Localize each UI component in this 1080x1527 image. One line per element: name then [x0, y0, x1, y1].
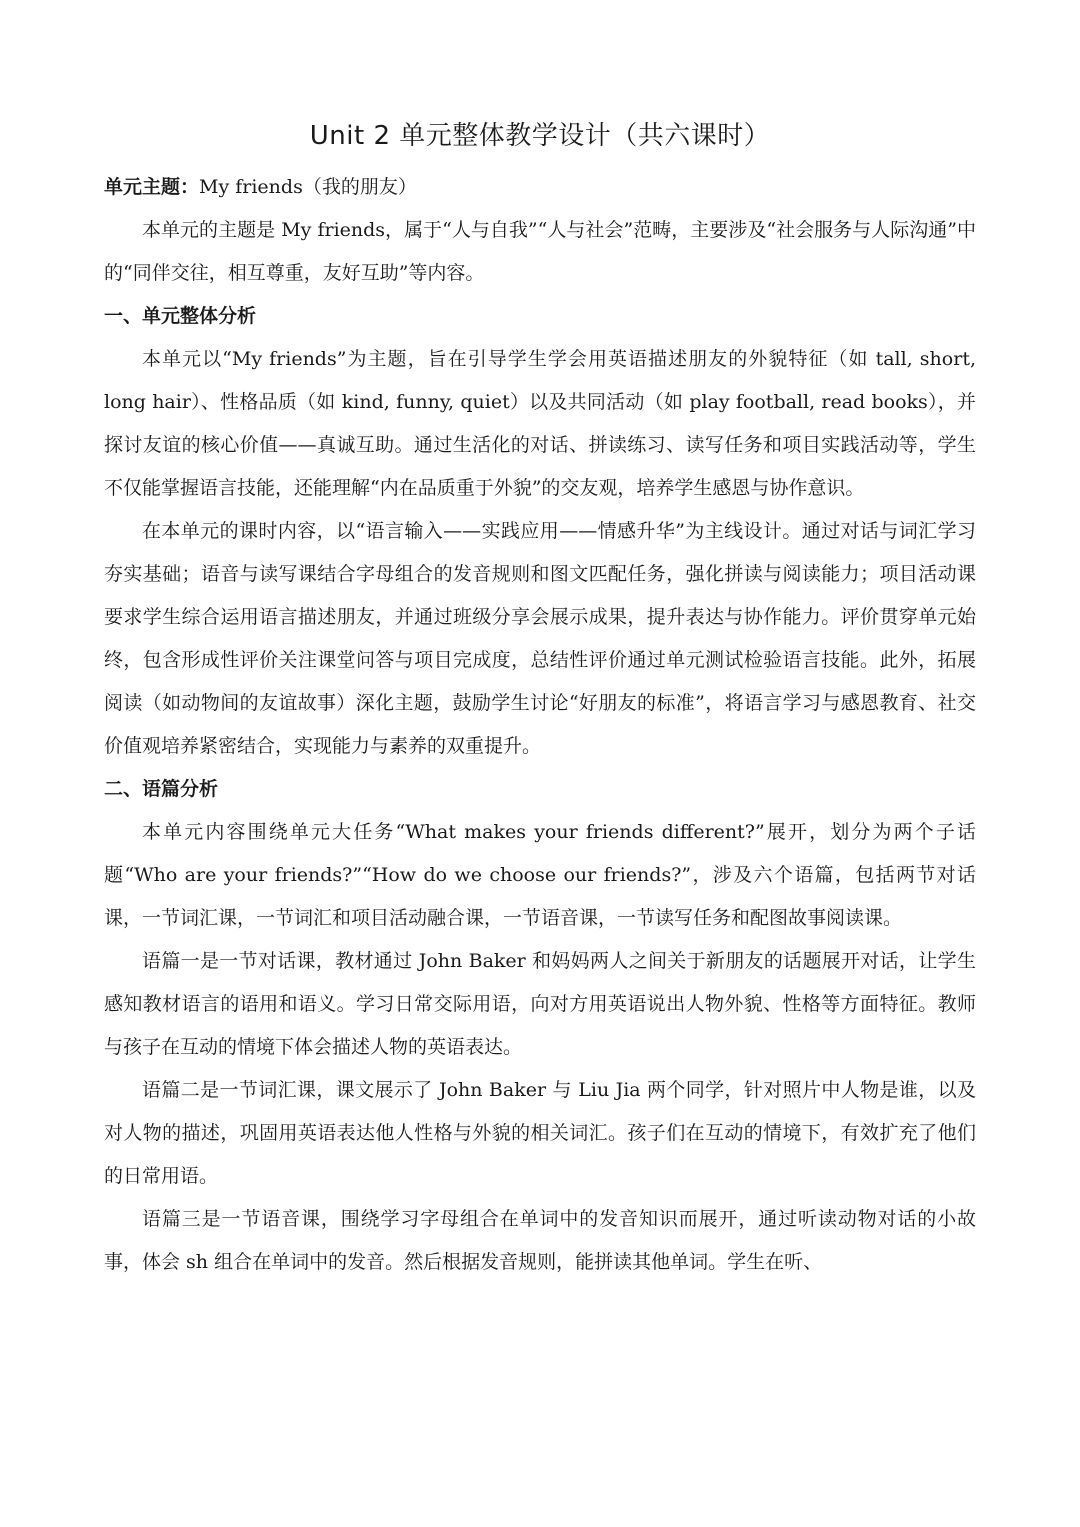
section-heading-unit-analysis: 一、单元整体分析 — [104, 305, 257, 327]
unit-topic-value: My friends（我的朋友） — [199, 176, 417, 198]
section-heading-text-analysis: 二、语篇分析 — [104, 778, 219, 800]
paragraph: 在本单元的课时内容，以“语言输入——实践应用——情感升华”为主线设计。通过对话与词汇学习夯实基础；语音与读写课结合字母组合的发音规则和图文匹配任务，强化拼读与阅读能力；项目活动课要求学生综合运用语言描述朋友，并通过班级分享会展示成果，提升表达与协作能力。评价贯穿单元始终，包含形成性评价关注课堂问答与项目完成度，总结性评价通过单元测试检验语言技能。此外，拓展阅读（如动物间的友谊故事）深化主题，鼓励学生讨论“好朋友的标准”，将语言学习与感恩教育、社交价值观培养紧密结合，实现能力与素养的双重提升。 — [104, 520, 976, 757]
paragraph: 语篇二是一节词汇课，课文展示了 John Baker 与 Liu Jia 两个同学，针对照片中人物是谁，以及对人物的描述，巩固用英语表达他人性格与外貌的相关词汇。孩子们在互动的情境下，有效扩充了他们的日常用语。 — [104, 1079, 976, 1187]
unit-topic — [104, 166, 976, 209]
paragraph: 本单元以“My friends”为主题，旨在引导学生学会用英语描述朋友的外貌特征（如 tall, short, long hair）、性格品质（如 kind, funny, quiet）以及共同活动（如 play football, read books），并探讨友谊的核心价值——真诚互助。通过生活化的对话、拼读练习、读写任务和项目实践活动等，学生不仅能掌握语言技能，还能理解“内在品质重于外貌”的交友观，培养学生感恩与协作意识。 — [104, 348, 976, 499]
paragraph: 本单元内容围绕单元大任务“What makes your friends different?”展开，划分为两个子话题“Who are your friends?”“How do we choose our friends?”，涉及六个语篇，包括两节对话课，一节词汇课，一节词汇和项目活动融合课，一节语音课，一节读写任务和配图故事阅读课。 — [104, 821, 976, 929]
document-title: Unit 2 单元整体教学设计（共六课时） — [309, 121, 771, 151]
unit-topic-label: 单元主题： — [104, 176, 200, 198]
document-page — [104, 112, 976, 1284]
paragraph: 语篇一是一节对话课，教材通过 John Baker 和妈妈两人之间关于新朋友的话题展开对话，让学生感知教材语言的语用和语义。学习日常交际用语，向对方用英语说出人物外貌、性格等方面特征。教师与孩子在互动的情境下体会描述人物的英语表达。 — [104, 950, 976, 1058]
paragraph: 语篇三是一节语音课，围绕学习字母组合在单词中的发音知识而展开，通过听读动物对话的小故事，体会 sh 组合在单词中的发音。然后根据发音规则，能拼读其他单词。学生在听、 — [104, 1208, 976, 1273]
intro-paragraph: 本单元的主题是 My friends，属于“人与自我”“人与社会”范畴，主要涉及“社会服务与人际沟通”中的“同伴交往，相互尊重，友好互助”等内容。 — [104, 219, 976, 284]
